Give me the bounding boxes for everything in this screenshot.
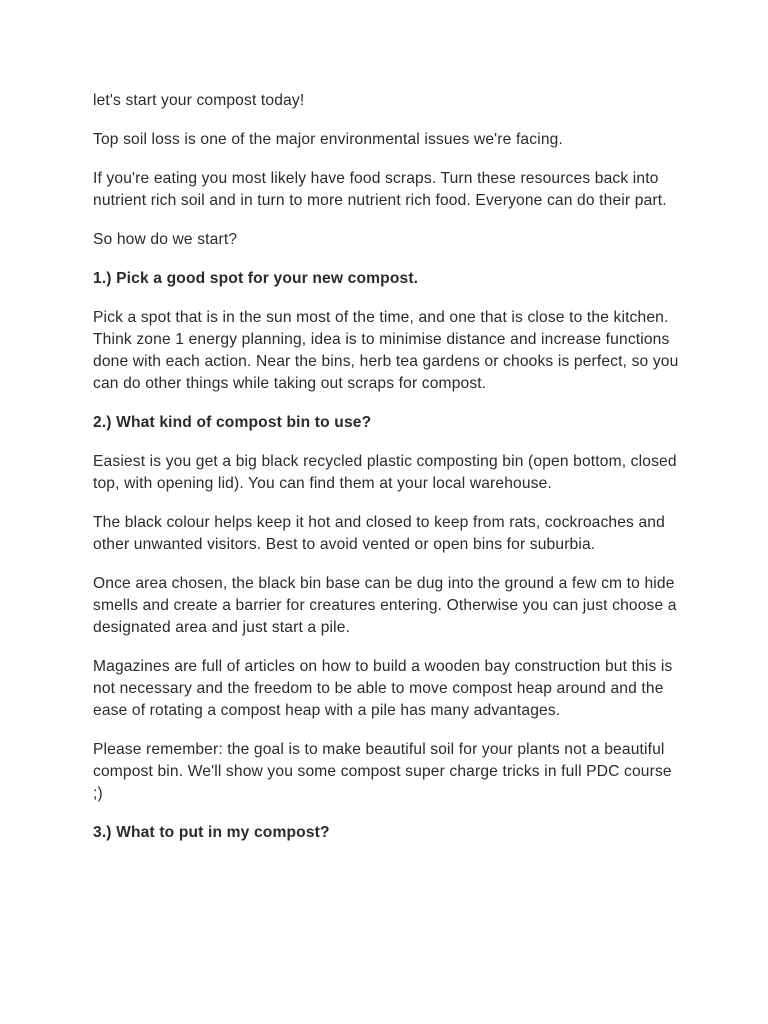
document-body (93, 90, 683, 861)
paragraph-magazines: Magazines are full of articles on how to build a wooden bay construction but this is not necessary and the freedom to be able to move compost heap around and the ease of rotating a compost heap with a pile has many advantages. (93, 658, 673, 719)
paragraph-pick-spot: Pick a spot that is in the sun most of the time, and one that is close to the kitchen. Think zone 1 energy planning, idea is to minimise distance and increase functions done with each action. Near the bins, herb tea gardens or chooks is perfect, so you can do other things while taking out scraps for compost. (93, 309, 679, 392)
paragraph-bin-type: Easiest is you get a big black recycled plastic composting bin (open bottom, closed top, with opening lid). You can find them at your local warehouse. (93, 453, 677, 492)
paragraph-how-start: So how do we start? (93, 231, 238, 248)
paragraph-topsoil: Top soil loss is one of the major environmental issues we're facing. (93, 131, 563, 148)
paragraph-food-scraps: If you're eating you most likely have food scraps. Turn these resources back into nutrient rich soil and in turn to more nutrient rich food. Everyone can do their part. (93, 170, 667, 209)
heading-step-3: 3.) What to put in my compost? (93, 824, 330, 841)
intro-line: let's start your compost today! (93, 92, 305, 109)
heading-step-1: 1.) Pick a good spot for your new compost. (93, 270, 419, 287)
heading-step-2: 2.) What kind of compost bin to use? (93, 414, 372, 431)
paragraph-area-chosen: Once area chosen, the black bin base can be dug into the ground a few cm to hide smells and create a barrier for creatures entering. Otherwise you can just choose a designated area and just start a pile. (93, 575, 677, 636)
paragraph-black-colour: The black colour helps keep it hot and closed to keep from rats, cockroaches and other unwanted visitors. Best to avoid vented or open bins for suburbia. (93, 514, 665, 553)
paragraph-remember: Please remember: the goal is to make beautiful soil for your plants not a beautiful compost bin. We'll show you some compost super charge tricks in full PDC course ;) (93, 741, 672, 802)
